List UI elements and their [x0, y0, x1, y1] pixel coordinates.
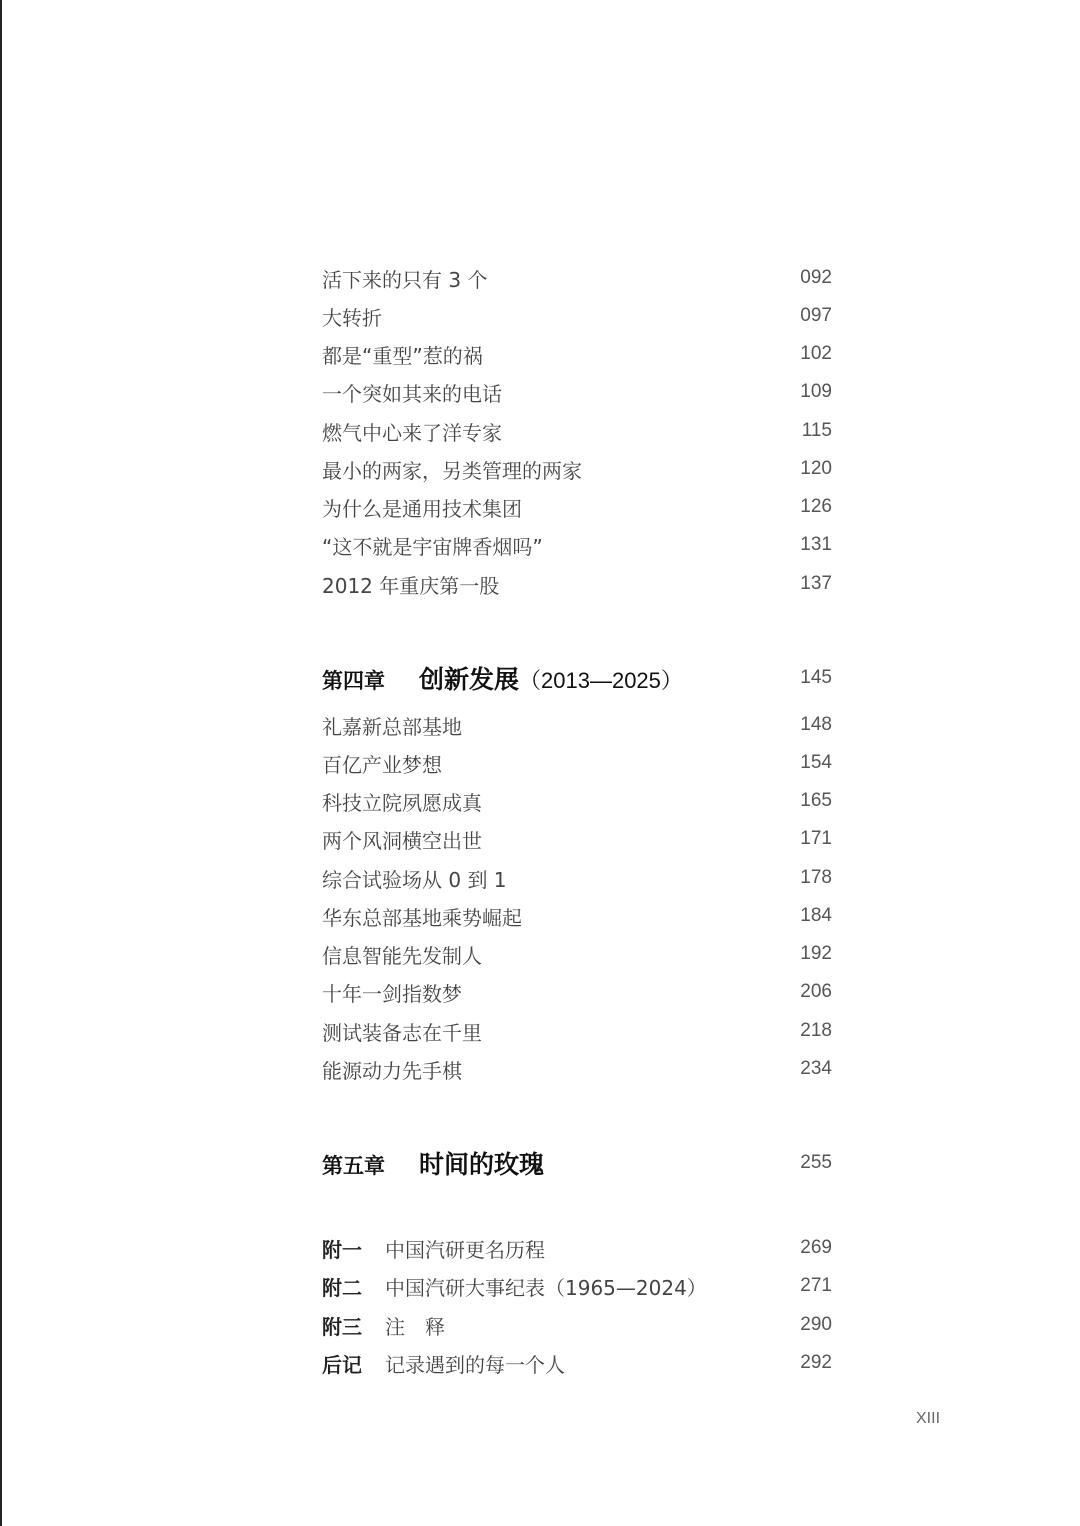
toc-entry-title: 最小的两家，另类管理的两家 [322, 458, 582, 483]
toc-entry-title: 一个突如其来的电话 [322, 381, 502, 406]
toc-entry-title: 活下来的只有 3 个 [322, 267, 488, 292]
toc-entry-title: 百亿产业梦想 [322, 752, 442, 777]
appendix-label: 附三 [322, 1314, 362, 1339]
appendix-text [322, 1272, 707, 1301]
toc-entry-page: 148 [800, 714, 832, 735]
toc-entry-title: 信息智能先发制人 [322, 943, 482, 968]
toc-entry-page: 234 [800, 1058, 832, 1079]
toc-entry-page: 092 [800, 267, 832, 288]
appendix-text [322, 1234, 545, 1263]
toc-entry-page: 097 [800, 305, 832, 326]
toc-entry-title: 综合试验场从 0 到 1 [322, 867, 507, 892]
toc-entry-title: 华东总部基地乘势崛起 [322, 905, 522, 930]
toc-entry[interactable] [322, 450, 832, 488]
toc-entry[interactable] [322, 744, 832, 782]
toc-entry-page: 109 [800, 381, 832, 402]
toc-entry-page: 115 [801, 420, 832, 441]
toc-entry-page: 178 [800, 867, 832, 888]
toc-entry-page: 154 [800, 752, 832, 773]
appendix-page: 292 [800, 1352, 832, 1373]
appendix-title: 注 释 [385, 1314, 445, 1339]
chapter-title: 时间的玫瑰 [419, 1150, 545, 1179]
appendix-title: 中国汽研更名历程 [385, 1237, 545, 1262]
appendix-label: 附一 [322, 1237, 362, 1262]
toc-entry[interactable] [322, 1012, 832, 1050]
toc-entry-title: 十年一剑指数梦 [322, 981, 462, 1006]
appendix-entry[interactable] [322, 1344, 832, 1382]
toc-entry-title: 能源动力先手棋 [322, 1058, 462, 1083]
toc-entry-page: 184 [800, 905, 832, 926]
toc-entry[interactable] [322, 373, 832, 411]
toc-entry-page: 126 [800, 496, 832, 517]
chapter-page: 255 [800, 1152, 832, 1173]
chapter-heading[interactable] [322, 657, 832, 699]
appendix-text [322, 1349, 565, 1378]
appendix-entry[interactable] [322, 1267, 832, 1305]
chapter-heading-text [322, 1145, 544, 1181]
toc-entry[interactable] [322, 782, 832, 820]
appendix-page: 290 [800, 1314, 832, 1335]
toc-entry[interactable] [322, 412, 832, 450]
toc-entry[interactable] [322, 526, 832, 564]
toc-entry-title: 礼嘉新总部基地 [322, 714, 462, 739]
toc-entry-title: 为什么是通用技术集团 [322, 496, 522, 521]
toc-entry[interactable] [322, 335, 832, 373]
chapter-heading-text [322, 660, 683, 696]
toc-entry-title: 2012 年重庆第一股 [322, 573, 500, 598]
chapter-label: 第四章 [322, 669, 385, 693]
toc-entry-title: “这不就是宇宙牌香烟吗” [322, 534, 543, 559]
toc-entry-page: 102 [800, 343, 832, 364]
toc-entry[interactable] [322, 897, 832, 935]
appendix-title: 记录遇到的每一个人 [385, 1352, 565, 1377]
toc-entry-page: 192 [800, 943, 832, 964]
toc-entry-page: 171 [800, 828, 832, 849]
appendix-entry[interactable] [322, 1229, 832, 1267]
appendix-page: 271 [800, 1275, 832, 1296]
chapter-title: 创新发展 [419, 665, 520, 694]
toc-entry-page: 131 [800, 534, 832, 555]
toc-entry[interactable] [322, 859, 832, 897]
chapter-label: 第五章 [322, 1154, 385, 1178]
appendix-page: 269 [800, 1237, 832, 1258]
toc-entry-page: 120 [800, 458, 832, 479]
toc-entry-title: 燃气中心来了洋专家 [322, 420, 502, 445]
page-number: XIII [916, 1410, 941, 1427]
toc-entry-title: 两个风洞横空出世 [322, 828, 482, 853]
appendix-label: 后记 [322, 1352, 362, 1377]
toc-entry[interactable] [322, 820, 832, 858]
appendix-label: 附二 [322, 1275, 362, 1300]
toc-entry[interactable] [322, 565, 832, 603]
chapter-years: （2013—2025） [519, 668, 683, 693]
toc-entry[interactable] [322, 297, 832, 335]
appendix-text [322, 1311, 445, 1340]
page-left-edge [0, 0, 2, 1526]
toc-entry[interactable] [322, 973, 832, 1011]
toc-entry-page: 165 [800, 790, 832, 811]
toc-entry[interactable] [322, 706, 832, 744]
toc-entry[interactable] [322, 259, 832, 297]
chapter-page: 145 [800, 667, 832, 688]
toc-entry-title: 大转折 [322, 305, 382, 330]
toc-entry[interactable] [322, 488, 832, 526]
toc-entry[interactable] [322, 935, 832, 973]
toc-entry-page: 137 [800, 573, 832, 594]
appendix-title: 中国汽研大事纪表（1965—2024） [385, 1275, 707, 1300]
chapter-heading[interactable] [322, 1142, 832, 1184]
toc-entry-title: 都是“重型”惹的祸 [322, 343, 483, 368]
toc-entry-title: 科技立院夙愿成真 [322, 790, 482, 815]
toc-entry-page: 206 [800, 981, 832, 1002]
appendix-entry[interactable] [322, 1306, 832, 1344]
toc-entry-page: 218 [800, 1020, 832, 1041]
toc-entry[interactable] [322, 1050, 832, 1088]
toc-entry-title: 测试装备志在千里 [322, 1020, 482, 1045]
